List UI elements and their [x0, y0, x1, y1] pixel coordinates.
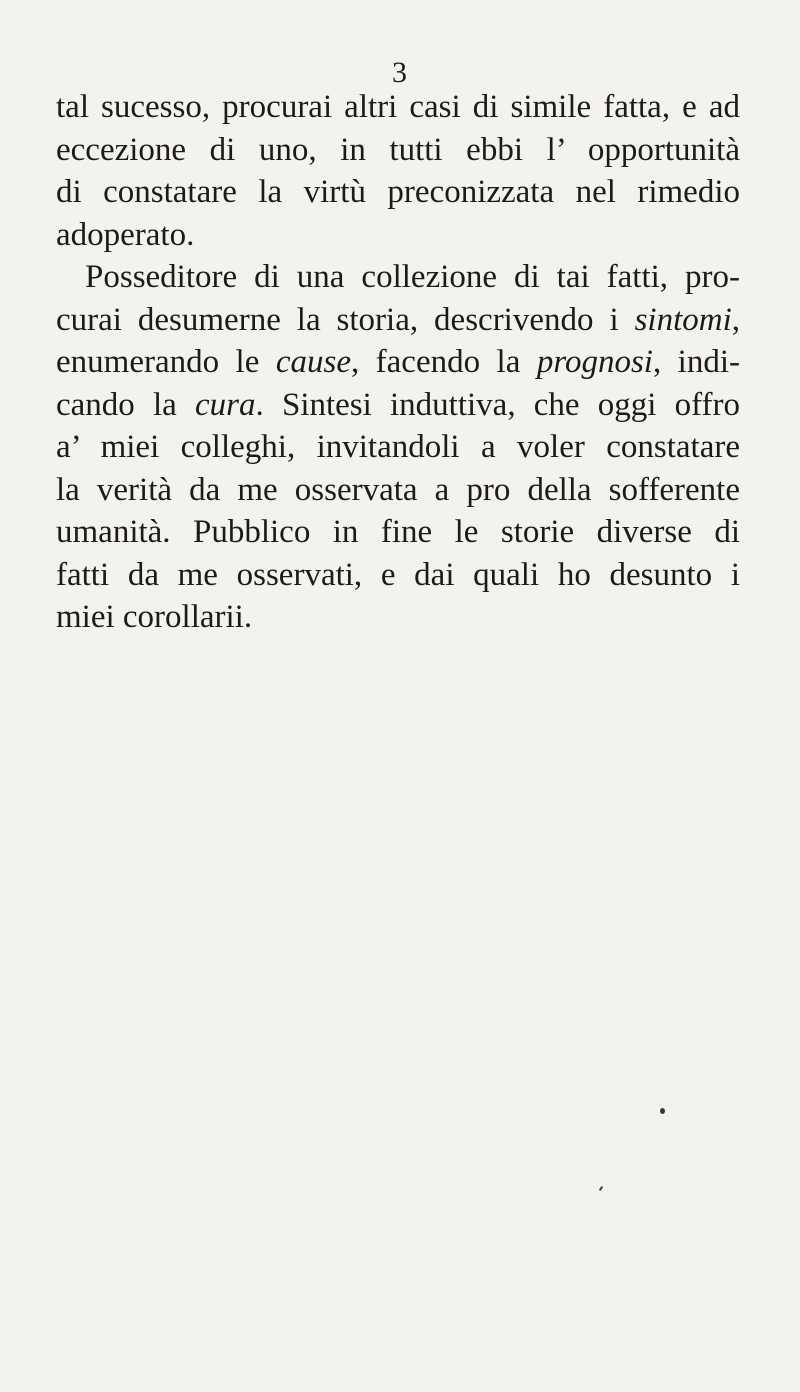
text-run: tal sucesso, procurai altri casi di simile fatta, e ad: [56, 89, 740, 125]
text-run: , indi-: [652, 344, 740, 380]
italic-term: prognosi: [536, 344, 653, 380]
text-line: [56, 384, 740, 427]
text-run: eccezione di uno, in tutti ebbi l’ opportunità: [56, 131, 740, 168]
italic-term: cura: [195, 386, 256, 423]
text-run: cando la: [56, 386, 196, 423]
text-run: ,: [731, 301, 740, 338]
text-line: [56, 214, 740, 257]
body-text: [56, 86, 740, 639]
text-line: [56, 511, 740, 554]
text-run: di constatare la virtù preconizzata nel rimedio: [56, 174, 740, 210]
text-run: fatti da me osservati, e dai quali ho desunto i: [56, 556, 740, 593]
text-line: [56, 426, 740, 469]
text-run: miei corollarii.: [56, 599, 253, 635]
text-line: [56, 86, 740, 129]
text-line: [56, 256, 740, 299]
text-line: [56, 341, 740, 384]
text-run: la verità da me osservata a pro della sofferente: [56, 471, 740, 508]
text-run: Posseditore di una collezione di tai fatti, pro-: [85, 259, 740, 295]
text-line: [56, 299, 740, 342]
text-run: a’ miei colleghi, invitandoli a voler constatare: [56, 429, 740, 465]
text-run: curai desumerne la storia, descrivendo i: [56, 301, 635, 338]
text-run: adoperato.: [56, 216, 195, 253]
ink-speck: [660, 1108, 665, 1114]
italic-term: sintomi: [634, 301, 732, 338]
text-run: umanità. Pubblico in fine le storie diverse di: [56, 514, 740, 550]
text-run: . Sintesi induttiva, che oggi offro: [255, 386, 741, 423]
text-line: [56, 596, 740, 639]
text-run: enumerando le: [56, 344, 276, 380]
ink-speck: [599, 1186, 604, 1191]
italic-term: cause: [275, 344, 351, 380]
page-number: 3: [392, 56, 408, 89]
text-line: [56, 469, 740, 512]
text-line: [56, 129, 740, 172]
text-run: , facendo la: [350, 344, 537, 380]
text-line: [56, 554, 740, 597]
text-line: [56, 171, 740, 214]
